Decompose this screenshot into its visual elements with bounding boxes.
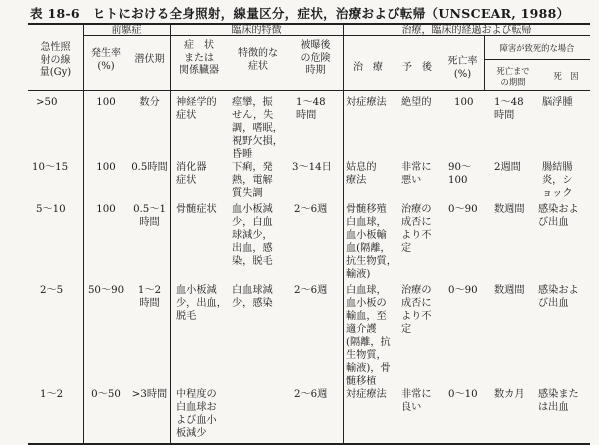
cell-prognosis: 治療の 成否に より不 定 [401,285,432,335]
table-title: 表 18-6 ヒトにおける全身照射，線量区分，症状，治療および転帰（UNSCEAR, 1988） [30,6,570,21]
header-cause-of-death: 死 因 [553,71,579,81]
cell-organs: 消化器 症状 [176,162,207,186]
cell-latency: 数分 [139,97,160,108]
header-latency: 潜伏期 [134,54,165,65]
cell-cause: 感染また は出血 [538,389,579,413]
cell-latency: 1～2 時間 [137,285,162,309]
cell-latency: 0.5時間 [131,162,168,173]
header-prognosis: 予 後 [402,62,432,73]
cell-cause: 腸結腸 炎，シ ョック [542,162,573,199]
header-organs: 症 状 または 関係臓器 [179,40,219,76]
cell-time-to-death: 2週間 [494,162,521,173]
cell-mortality: 0～90 [448,204,478,215]
death-subheader-rule [484,59,590,60]
header-treatment-outcome: 治療，臨床的経過および転帰 [401,25,532,36]
cell-incidence: 0～50 [91,389,121,400]
cell-features: 痙攣，振 せん，失 調，嗜眠， 視野欠損， 昏睡 [232,97,283,160]
cell-incidence: 100 [96,162,116,173]
cell-prognosis: 絶望的 [401,97,432,108]
cell-incidence: 50～90 [87,285,125,296]
cell-prognosis: 非常に 良い [401,389,432,413]
cell-treatment: 対症療法 [346,389,387,400]
cell-mortality: 0～90 [448,285,478,296]
divider-clinical [343,24,344,443]
header-dose: 急性照 射の線 量(Gy) [39,42,72,78]
cell-mortality: 0～10 [448,389,478,400]
cell-treatment: 対症療法 [346,97,387,108]
cell-features: 白血球減 少，感染 [232,285,273,309]
header-danger-period: 被曝後 の危険 時期 [300,40,331,76]
cell-latency: >3時間 [131,389,168,400]
cell-mortality: 90～ 100 [448,162,472,186]
divider-dose [83,24,84,443]
header-time-to-death: 死亡まで の期間 [496,66,530,87]
cell-time-to-death: 1～48 時間 [494,97,524,121]
cell-cause: 感染およ び出血 [538,285,579,309]
cell-time-to-death: 数週間 [494,285,525,296]
cell-dose: >50 [36,97,58,108]
cell-danger-period: 2～6週 [294,204,328,215]
cell-organs: 血小板減 少，出血， 脱毛 [176,285,227,322]
cell-danger-period: 2～6週 [294,389,328,400]
header-bottom-rule [28,90,590,91]
header-treatment: 治 療 [353,62,383,73]
cell-cause: 感染およ び出血 [538,204,579,228]
cell-cause: 脳浮腫 [542,97,573,108]
cell-prognosis: 治療の 成否に より不 定 [401,204,432,254]
cell-danger-period: 3～14日 [292,162,332,173]
cell-treatment: 骨髄移殖 白血球， 血小板輸 血(隔離， 抗生物質， 輸液) [346,204,397,280]
divider-prodromal [170,24,171,443]
cell-mortality: 100 [454,97,474,108]
cell-danger-period: 2～6週 [294,285,328,296]
header-features: 特徴的な 症状 [238,48,278,72]
cell-prognosis: 非常に 悪い [401,162,432,186]
header-incidence: 発生率 (%) [91,48,121,72]
header-clinical: 臨床的特徴 [231,25,282,36]
cell-treatment: 姑息的 療法 [346,162,377,186]
header-fatal-cases: 障害が致死的な場合 [499,43,575,53]
cell-incidence: 100 [96,97,116,108]
cell-organs: 神経学的 症状 [176,97,217,121]
cell-dose: 5～10 [36,204,66,215]
cell-time-to-death: 数週間 [494,204,525,215]
cell-dose: 1～2 [40,389,64,400]
cell-dose: 2～5 [40,285,64,296]
cell-organs: 中程度の 白血球お よび血小 板減少 [176,389,217,439]
cell-incidence: 100 [96,204,116,215]
cell-features: 血小板減 少，白血 球減少， 出血，感 染，脱毛 [232,204,273,267]
header-prodromal: 前駆症 [111,25,142,36]
cell-treatment: 白血球， 血小板の 輸血，至 適介護 (隔離，抗 生物質， 輸液)，骨 髄移植 [346,285,391,387]
cell-dose: 10～15 [32,162,69,173]
cell-organs: 骨髄症状 [176,204,217,215]
cell-time-to-death: 数カ月 [494,389,525,400]
cell-latency: 0.5～1 時間 [133,204,166,228]
header-mortality: 死亡率 (%) [447,56,478,80]
cell-danger-period: 1～48 時間 [296,97,326,121]
cell-features: 下痢，発 熱，電解 質失調 [232,162,273,199]
